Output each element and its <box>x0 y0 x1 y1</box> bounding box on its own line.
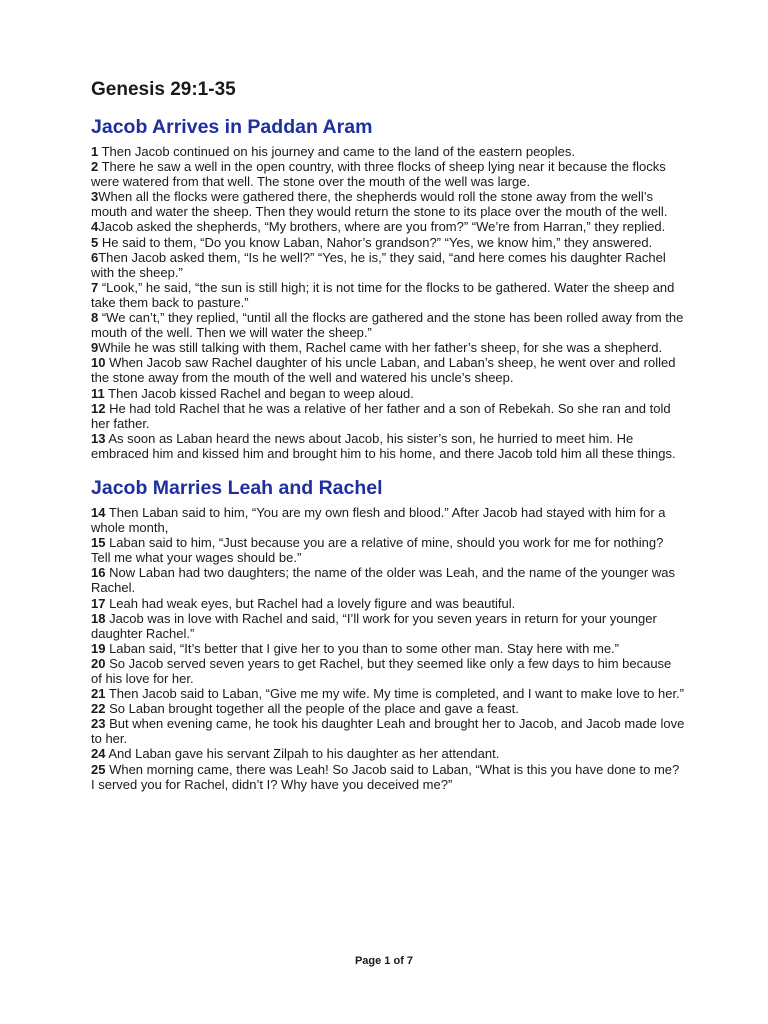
verse <box>91 565 685 595</box>
verse-number: 1 <box>91 144 99 159</box>
verse-number: 18 <box>91 610 106 626</box>
verse <box>91 431 685 461</box>
verse-number: 10 <box>91 355 106 371</box>
verse-text: Leah had weak eyes, but Rachel had a lovely figure and was beautiful. <box>105 595 516 611</box>
verse <box>91 401 685 431</box>
verse-text: So Laban brought together all the people of the place and gave a feast. <box>105 701 519 717</box>
section-heading-2: Jacob Marries Leah and Rachel <box>91 476 383 499</box>
verse-number: 5 <box>91 234 99 250</box>
verse-number: 15 <box>91 535 106 551</box>
section-1-verses <box>91 144 685 461</box>
verse-number: 2 <box>91 159 99 175</box>
verse-number: 11 <box>91 385 105 401</box>
verse <box>91 641 685 656</box>
verse <box>91 280 685 310</box>
verse-number: 24 <box>91 746 106 762</box>
verse <box>91 235 685 250</box>
section-heading-1: Jacob Arrives in Paddan Aram <box>91 116 373 138</box>
verse-text: When all the flocks were gathered there, the shepherds would roll the stone away from the well’s mouth and water the sheep. Then they would return the stone to its place over the mouth of the well. <box>91 189 668 220</box>
verse <box>91 355 685 385</box>
verse <box>91 250 685 280</box>
verse-number: 8 <box>91 310 99 326</box>
verse <box>91 535 685 565</box>
verse-number: 6 <box>91 249 99 265</box>
verse-text: But when evening came, he took his daughter Leah and brought her to Jacob, and Jacob made love to her. <box>91 716 685 747</box>
verse-text: Then Laban said to him, “You are my own flesh and blood.” After Jacob had stayed with him for a whole month, <box>91 504 666 536</box>
verse-number: 3 <box>91 189 99 205</box>
verse-number: 17 <box>91 595 106 611</box>
verse-text: When morning came, there was Leah! So Jacob said to Laban, “What is this you have done to me? I served you for Rachel, didn’t I? Why have you deceived me?” <box>91 761 680 792</box>
verse-text: There he saw a well in the open country, with three flocks of sheep lying near it because the flocks were watered from that well. The stone over the mouth of the well was large. <box>91 159 666 190</box>
verse-number: 21 <box>91 686 106 702</box>
document-page <box>91 78 685 792</box>
verse-text: And Laban gave his servant Zilpah to his daughter as her attendant. <box>105 746 500 762</box>
verse-number: 13 <box>91 430 106 446</box>
verse-text: Then Jacob asked them, “Is he well?” “Yes, he is,” they said, “and here comes his daughter Rachel with the sheep.” <box>91 249 666 280</box>
verse-number: 25 <box>91 761 106 777</box>
verse <box>91 596 685 611</box>
verse <box>91 219 685 234</box>
verse-text: He said to them, “Do you know Laban, Nahor’s grandson?” “Yes, we know him,” they answered. <box>98 234 653 250</box>
verse <box>91 340 685 355</box>
verse <box>91 189 685 219</box>
verse-text: “Look,” he said, “the sun is still high; it is not time for the flocks to be gathered. Water the sheep and take them back to pasture.” <box>91 279 675 310</box>
verse-text: Then Jacob kissed Rachel and began to weep aloud. <box>104 385 414 401</box>
verse <box>91 716 685 746</box>
verse <box>91 505 685 535</box>
section-2-verses <box>91 505 685 792</box>
verse <box>91 762 685 792</box>
verse <box>91 701 685 716</box>
verse-text: Jacob asked the shepherds, “My brothers, where are you from?” “We’re from Harran,” they replied. <box>98 219 666 235</box>
verse-number: 20 <box>91 655 106 671</box>
verse <box>91 144 685 159</box>
verse-text: While he was still talking with them, Rachel came with her father’s sheep, for she was a shepherd. <box>98 340 663 356</box>
verse-number: 12 <box>91 400 106 416</box>
verse-text: Then Jacob said to Laban, “Give me my wife. My time is completed, and I want to make love to her.” <box>105 686 684 702</box>
verse <box>91 159 685 189</box>
verse-number: 23 <box>91 716 106 732</box>
verse <box>91 746 685 761</box>
page-title: Genesis 29:1-35 <box>91 79 236 100</box>
verse-number: 22 <box>91 701 106 717</box>
verse-text: Now Laban had two daughters; the name of the older was Leah, and the name of the younger was Rachel. <box>91 565 675 596</box>
verse-text: So Jacob served seven years to get Rachel, but they seemed like only a few days to him because of his love for her. <box>91 655 672 686</box>
page-number-footer: Page 1 of 7 <box>354 955 414 967</box>
verse-text: He had told Rachel that he was a relative of her father and a son of Rebekah. So she ran and told her father. <box>91 400 671 431</box>
verse-text: “We can’t,” they replied, “until all the flocks are gathered and the stone has been rolled away from the mouth of the well. Then we will water the sheep.” <box>91 310 684 341</box>
verse <box>91 686 685 701</box>
verse-number: 16 <box>91 565 106 581</box>
verse-number: 19 <box>91 640 106 656</box>
verse <box>91 611 685 641</box>
verse-text: Laban said to him, “Just because you are a relative of mine, should you work for me for nothing? Tell me what your wages should be.” <box>91 535 664 566</box>
verse <box>91 310 685 340</box>
verse-number: 4 <box>91 219 99 235</box>
verse-text: As soon as Laban heard the news about Jacob, his sister’s son, he hurried to meet him. He embraced him and kissed him and brought him to his home, and there Jacob told him all these things. <box>91 430 676 461</box>
verse <box>91 386 685 401</box>
verse-number: 9 <box>91 340 99 356</box>
verse-number: 7 <box>91 279 99 295</box>
verse-text: Jacob was in love with Rachel and said, “I’ll work for you seven years in return for your younger daughter Rachel.” <box>91 610 657 641</box>
verse <box>91 656 685 686</box>
verse-text: Laban said, “It’s better that I give her to you than to some other man. Stay here with me.” <box>105 640 620 656</box>
verse-text: Then Jacob continued on his journey and came to the land of the eastern peoples. <box>98 144 575 159</box>
verse-text: When Jacob saw Rachel daughter of his uncle Laban, and Laban’s sheep, he went over and rolled the stone away from the mouth of the well and watered his uncle’s sheep. <box>91 355 676 386</box>
verse-number: 14 <box>91 504 106 520</box>
